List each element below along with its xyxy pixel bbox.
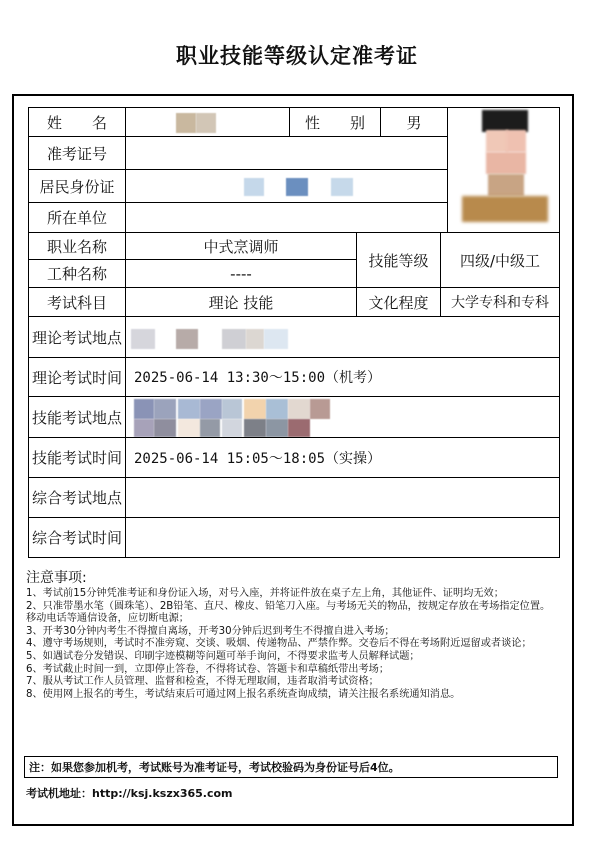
skill-site-label: 技能考试地点 — [28, 396, 126, 438]
photo-clothing — [462, 196, 548, 222]
occupation-label: 职业名称 — [28, 232, 126, 260]
combined-site-value — [125, 477, 560, 518]
education-label: 文化程度 — [356, 287, 441, 317]
name-value-redacted — [125, 107, 290, 137]
employer-value — [125, 202, 448, 233]
notes-title: 注意事项: — [26, 570, 87, 586]
ticket-number-label: 准考证号 — [28, 136, 126, 170]
id-number-label: 居民身份证 — [28, 169, 126, 203]
combined-site-label: 综合考试地点 — [28, 477, 126, 518]
computer-exam-notice: 注：如果您参加机考，考试账号为准考证号，考试校验码为身份证号后4位。 — [24, 756, 558, 778]
theory-time-label: 理论考试时间 — [28, 357, 126, 397]
photo-hair — [482, 110, 528, 132]
note-item: 2、只准带墨水笔（圆珠笔）、2B铅笔、直尺、橡皮、铅笔刀入座。与考场无关的物品，按规定存放在考场指定位置。移动电话等通信设备，应切断电源； — [26, 600, 551, 625]
combined-time-label: 综合考试时间 — [28, 517, 126, 558]
education-value: 大学专科和专科 — [440, 287, 560, 317]
notes-list — [26, 588, 556, 701]
note-item: 8、使用网上报名的考生，考试结束后可通过网上报名系统查询成绩，请关注报名系统通知消息。 — [26, 688, 461, 700]
photo-box — [447, 107, 560, 233]
photo-neck — [488, 174, 524, 196]
job-type-value: ---- — [125, 259, 357, 288]
note-item: 7、服从考试工作人员管理、监督和检查，不得无理取闹，违者取消考试资格； — [26, 676, 379, 688]
skill-level-value: 四级/中级工 — [440, 232, 560, 288]
theory-site-value-redacted — [125, 316, 560, 358]
skill-level-label: 技能等级 — [356, 232, 441, 288]
subjects-label: 考试科目 — [28, 287, 126, 317]
note-item: 6、考试截止时间一到，立即停止答卷，不得将试卷、答题卡和草稿纸带出考场； — [26, 663, 390, 675]
id-number-value-redacted — [125, 169, 448, 203]
subjects-value: 理论 技能 — [125, 287, 357, 317]
ticket-number-value — [125, 136, 448, 170]
exam-website: 考试机地址：http://ksj.kszx365.com — [26, 787, 233, 800]
gender-value: 男 — [380, 107, 448, 137]
job-type-label: 工种名称 — [28, 259, 126, 288]
occupation-value: 中式烹调师 — [125, 232, 357, 260]
note-item: 3、开考30分钟内考生不得擅自离场，开考30分钟后迟到考生不得擅自进入考场； — [26, 625, 395, 637]
skill-time-value: 2025-06-14 15:05～18:05（实操） — [125, 437, 560, 478]
combined-time-value — [125, 517, 560, 558]
photo-chin — [486, 152, 526, 174]
gender-label: 性 别 — [289, 107, 381, 137]
page-title: 职业技能等级认定准考证 — [176, 44, 418, 68]
note-item: 4、遵守考场规则，考试时不准旁窥、交谈、吸烟、传递物品、严禁作弊。交卷后不得在考场附近逗留或者谈论； — [26, 638, 532, 650]
note-item: 5、如遇试卷分发错误、印刷字迹模糊等问题可举手询问，不得要求监考人员解释试题； — [26, 650, 420, 662]
photo-face-right — [506, 130, 526, 152]
theory-time-value: 2025-06-14 13:30～15:00（机考） — [125, 357, 560, 397]
skill-site-value-redacted — [125, 396, 560, 438]
photo-face-left — [486, 130, 508, 152]
note-item: 1、考试前15分钟凭准考证和身份证入场，对号入座，并将证件放在桌子左上角，其他证件、证明均无效； — [26, 588, 504, 599]
employer-label: 所在单位 — [28, 202, 126, 233]
skill-time-label: 技能考试时间 — [28, 437, 126, 478]
theory-site-label: 理论考试地点 — [28, 316, 126, 358]
name-label: 姓 名 — [28, 107, 126, 137]
